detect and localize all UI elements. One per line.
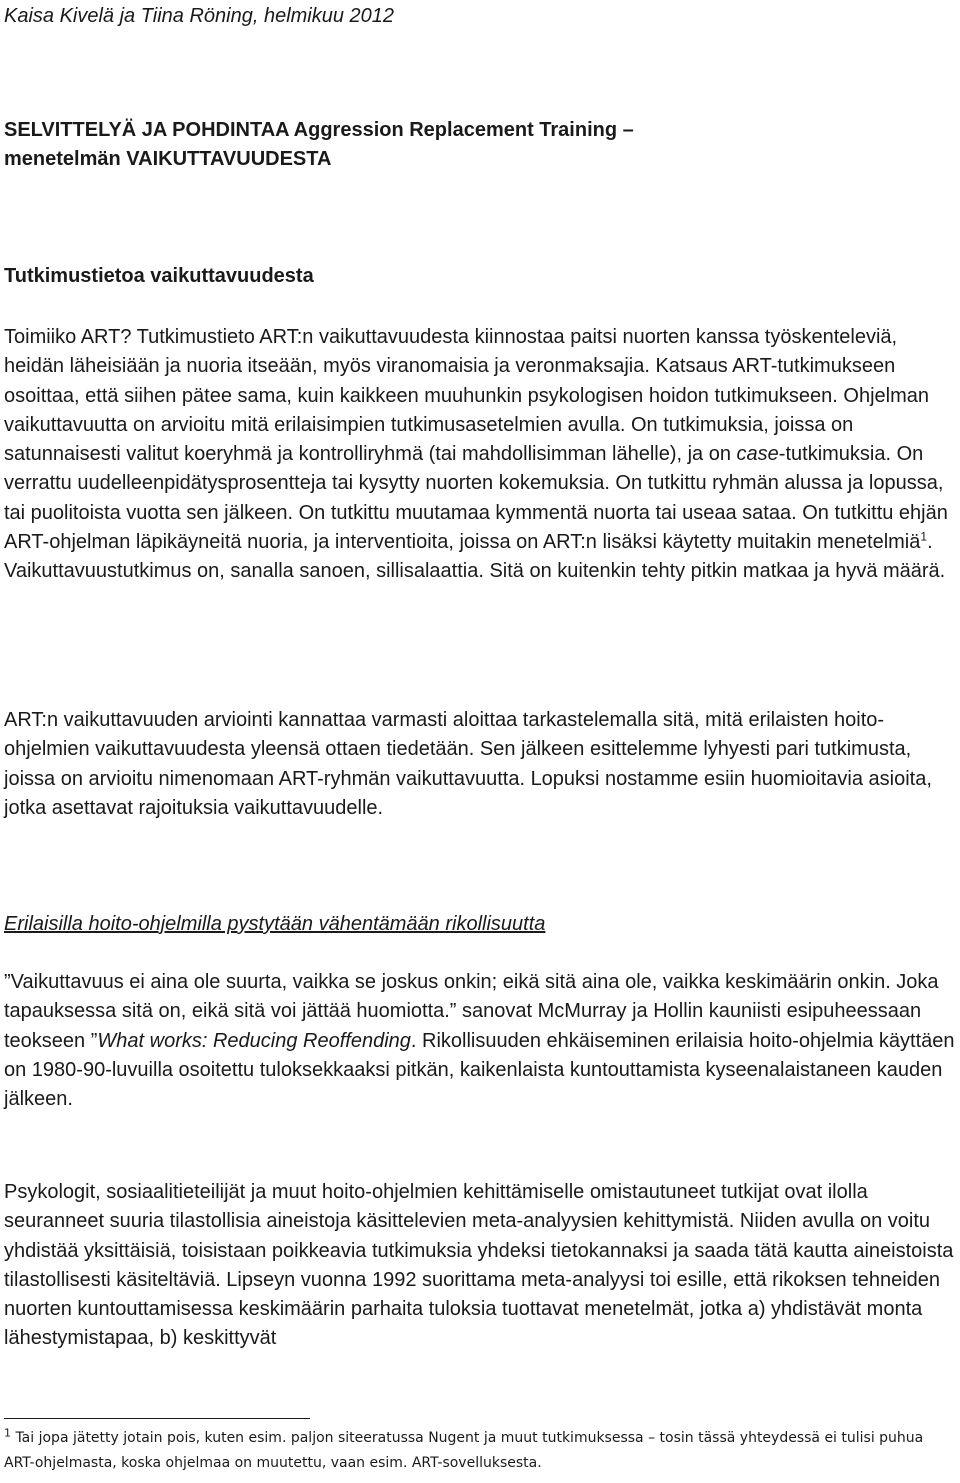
section-subtitle: Tutkimustietoa vaikuttavuudesta (4, 265, 314, 287)
paragraph-1 (4, 323, 956, 587)
paragraph-1-text-b: -tutkimuksia. On verrattu uudelleenpidätysprosentteja tai kysytty nuorten kokemuksia. On tutkittu ryhmän alussa ja lopussa, tai puolitoista vuotta sen jälkeen. On tutkittu muutamaa kymmentä nuorta tai useaa sataa. On tutkittu ehjän ART-ohjelman läpikäyneitä nuoria, ja interventioita, joissa on ART:n lisäksi käytetty muitakin menetelmiä (4, 443, 948, 554)
page-header: Kaisa Kivelä ja Tiina Röning, helmikuu 2012 (4, 5, 395, 27)
paragraph-4: Psykologit, sosiaalitieteilijät ja muut hoito-ohjelmien kehittämiselle omistautuneet tutkijat ovat ilolla seuranneet suuria tilastollisia aineistoja käsittelevien meta-analyysien kehittymistä. Niiden avulla on voitu yhdistää yksittäisiä, toisistaan poikkeavia tutkimuksia yhdeksi tietokannaksi ja saada tätä kautta aineistoista tilastollisesti käsiteltäviä. Lipseyn vuonna 1992 suorittama meta-analyysi toi esille, että rikoksen tehneiden nuorten kuntouttamisessa keskimäärin parhaita tuloksia tuottavat menetelmät, jotka a) yhdistävät monta lähestymistapaa, b) keskittyvät (4, 1181, 954, 1350)
document-title (4, 116, 944, 174)
footnote-text: Tai jopa jätetty jotain pois, kuten esim. paljon siteeratussa Nugent ja muut tutkimuksessa – tosin tässä yhteydessä ei tulisi puhua ART-ohjelmasta, koska ohjelmaa on muutettu, vaan esim. ART-sovelluksesta. (4, 1430, 924, 1471)
document-title-line-1: SELVITTELYÄ JA POHDINTAA Aggression Replacement Training – (4, 119, 634, 141)
case-term: case (736, 443, 779, 466)
paragraph-3 (4, 968, 956, 1114)
document-title-line-2: menetelmän VAIKUTTAVUUDESTA (4, 148, 332, 170)
paragraph-3-text-a: ”Vaikuttavuus ei aina ole suurta, vaikka se joskus onkin; eikä sitä aina ole, vaikka keskimäärin onkin. Joka tapauksessa sitä on, eikä sitä voi jättää huomiotta.” sanovat McMurray ja Hollin kauniisti esipuheessaan teokseen ” (4, 971, 939, 1052)
paragraph-1-text-c: . Vaikuttavuustutkimus on, sanalla sanoen, sillisalaattia. Sitä on kuitenkin tehty pitkin matkaa ja hyvä määrä. (4, 531, 946, 583)
footnote-divider (4, 1418, 310, 1419)
footnote-reference[interactable]: 1 (920, 529, 928, 544)
footnote-number: 1 (4, 1426, 11, 1440)
section-heading: Erilaisilla hoito-ohjelmilla pystytään vähentämään rikollisuutta (4, 913, 546, 935)
paragraph-3-text-b: . Rikollisuuden ehkäiseminen erilaisia hoito-ohjelmia käyttäen on 1980-90-luvuilla osoitettu tuloksekkaaksi pitkän, kaikenlaista kuntouttamista kyseenalaistaneen kauden jälkeen. (4, 1029, 955, 1111)
paragraph-2: ART:n vaikuttavuuden arviointi kannattaa varmasti aloittaa tarkastelemalla sitä, mitä erilaisten hoito-ohjelmien vaikuttavuudesta yleensä ottaen tiedetään. Sen jälkeen esittelemme lyhyesti pari tutkimusta, joissa on arvioitu nimenomaan ART-ryhmän vaikuttavuutta. Lopuksi nostamme esiin huomioitavia asioita, jotka asettavat rajoituksia vaikuttavuudelle. (4, 709, 932, 819)
paragraph-1-text-a: Toimiiko ART? Tutkimustieto ART:n vaikuttavuudesta kiinnostaa paitsi nuorten kanssa työskenteleviä, heidän läheisiään ja nuoria itseään, myös viranomaisia ja veronmaksajia. Katsaus ART-tutkimukseen osoittaa, että siihen pätee sama, kuin kaikkeen muuhunkin psykologisen hoidon tutkimukseen. Ohjelman vaikuttavuutta on arvioitu mitä erilaisimpien tutkimusasetelmien avulla. On tutkimuksia, joissa on satunnaisesti valitut koeryhmä ja kontrolliryhmä (tai mahdollisimman lähelle), ja on (4, 326, 929, 466)
book-title: What works: Reducing Reoffending (97, 1029, 411, 1052)
footnote (4, 1426, 956, 1476)
